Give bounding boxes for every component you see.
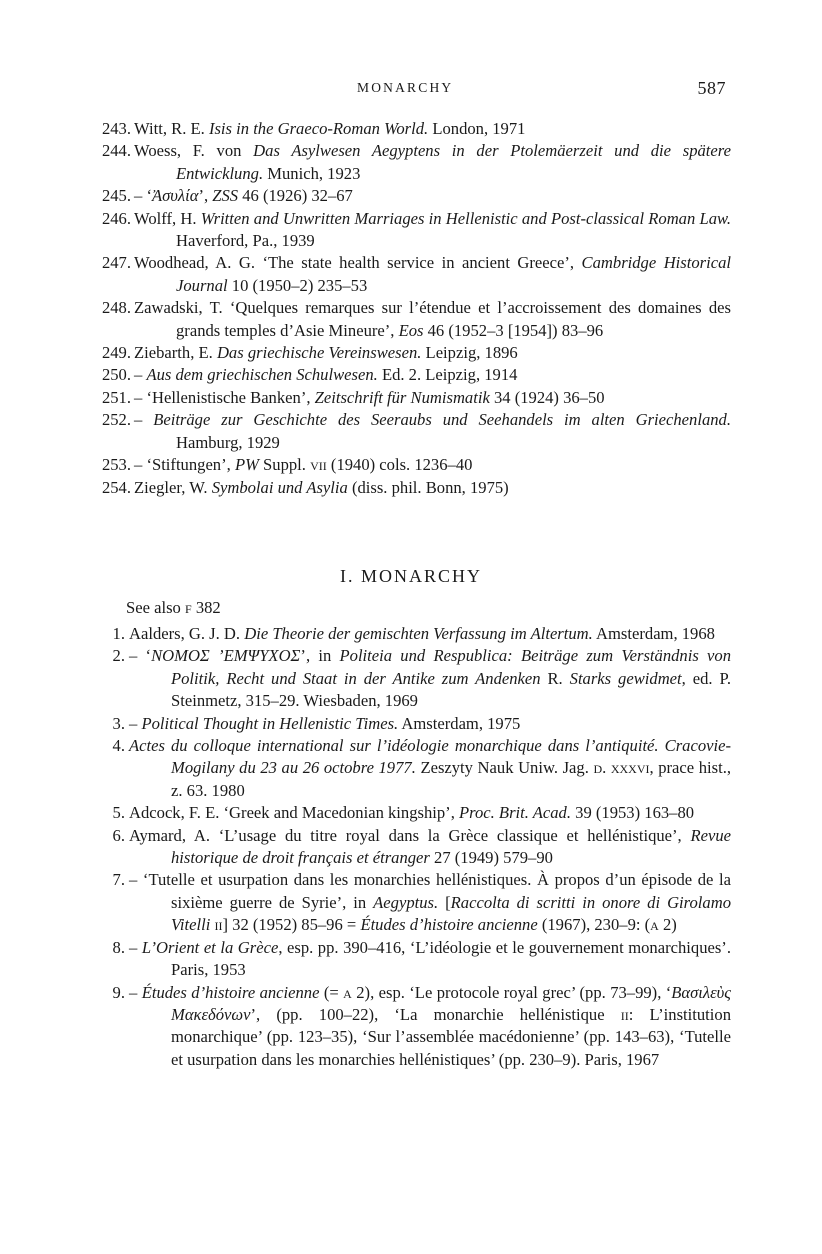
entry-text xyxy=(134,387,731,409)
bibliography-entry xyxy=(95,825,731,870)
entry-text xyxy=(134,477,731,499)
entry-text-segment: 39 (1953) 163–80 xyxy=(571,803,695,823)
entry-text xyxy=(134,342,731,364)
bibliography-entry xyxy=(95,802,731,824)
entry-title-segment: Études d’histoire ancienne xyxy=(360,915,538,935)
entry-text-segment: ’, (pp. 100–22), ‘La monarchie hellénistique xyxy=(250,1004,621,1024)
entry-text-segment: Witt, R. E. xyxy=(134,119,209,138)
entry-text-segment: Amsterdam, 1968 xyxy=(592,624,715,643)
bibliography-entry xyxy=(95,735,731,802)
bibliography-entry xyxy=(95,477,731,499)
entry-text-segment: Aymard, A. ‘L’usage du titre royal dans la Grèce classique et hellénistique’, xyxy=(129,825,691,845)
entry-text-segment: – xyxy=(134,410,154,430)
entry-title-segment: L’Orient et la Grèce xyxy=(141,937,279,957)
entry-title-segment: Revue historique de droit français et étranger xyxy=(171,825,731,868)
running-head-title: MONARCHY xyxy=(357,80,454,95)
entry-title-segment: Cambridge Historical Journal xyxy=(176,253,731,295)
entry-text-segment: Woess, F. von xyxy=(134,141,254,161)
entry-text-segment: – xyxy=(134,365,147,385)
bibliography-entry xyxy=(95,208,731,253)
entry-text xyxy=(129,623,731,645)
bibliography-entry xyxy=(95,297,731,342)
entry-number: 248. xyxy=(101,298,131,318)
entry-text xyxy=(129,802,731,824)
entry-title-segment: ZSS xyxy=(212,186,239,206)
entry-text-segment: – xyxy=(129,713,142,733)
entry-number: 4. xyxy=(112,736,125,756)
entry-text xyxy=(129,869,731,936)
entry-text-segment: 46 (1926) 32–67 xyxy=(238,186,353,206)
entry-title-segment: Aus dem griechischen Schulwesen. xyxy=(146,365,378,385)
entry-title-segment: Zeitschrift für Numismatik xyxy=(314,387,490,407)
entry-text xyxy=(129,735,731,802)
entry-text-segment: Zawadski, T. ‘Quelques remarques sur l’étendue et l’accroissement des domaines des grands temples d’Asie Mineure’, xyxy=(134,298,731,340)
entry-text xyxy=(134,454,731,476)
entry-text-segment: Zeszyty Nauk Uniw. Jag. xyxy=(415,758,594,778)
entry-title-segment: PW xyxy=(234,455,259,475)
entry-number: 249. xyxy=(101,343,131,363)
entry-text-segment: Haverford, Pa., 1939 xyxy=(176,231,315,251)
entry-title-segment: Die Theorie der gemischten Verfassung im Altertum. xyxy=(244,624,593,643)
entry-text-segment: vii xyxy=(310,455,327,475)
entry-text xyxy=(129,713,731,735)
entry-number: 253. xyxy=(101,455,131,475)
bibliography-entry xyxy=(95,252,731,297)
entry-text xyxy=(129,937,731,982)
entry-title-segment: Proc. Brit. Acad. xyxy=(459,803,571,823)
entry-text-segment: 10 (1950–2) 235–53 xyxy=(227,275,368,295)
entry-number: 9. xyxy=(112,982,125,1002)
entry-text-segment: ii xyxy=(214,915,223,935)
entry-text-segment: ’, xyxy=(198,186,213,206)
entry-text-segment: , esp. pp. 390–416, ‘L’idéologie et le gouvernement monarchiques’. Paris, 1953 xyxy=(171,937,731,980)
bibliography-entry xyxy=(95,713,731,735)
entry-title-segment: Politeia und Respublica: Beiträge zum Verständnis von Politik, Recht und Staat in der Antike zum Andenken xyxy=(171,646,731,688)
entry-text-segment: ] 32 (1952) 85–96 = xyxy=(222,915,361,935)
entry-text-segment: – ‘Hellenistische Banken’, xyxy=(134,387,315,407)
entry-title-segment: Isis in the Graeco-Roman World. xyxy=(208,119,429,138)
entry-text-segment: Leipzig, 1896 xyxy=(421,343,518,363)
entry-text xyxy=(134,208,731,253)
entry-text xyxy=(134,140,731,185)
section-heading: I. MONARCHY xyxy=(339,566,482,586)
bibliography-entry xyxy=(95,937,731,982)
entry-text xyxy=(129,825,731,870)
entry-title-segment: Ἀσυλία xyxy=(151,186,199,206)
bibliography-entry xyxy=(95,645,731,712)
entry-number: 246. xyxy=(101,208,131,228)
entry-text-segment: Ziegler, W. xyxy=(134,477,212,497)
entry-text-segment: Hamburg, 1929 xyxy=(176,432,280,452)
entry-text xyxy=(134,252,731,297)
see-also-prefix: See also xyxy=(126,598,185,617)
entry-number: 245. xyxy=(101,186,131,206)
entry-title-segment: Eos xyxy=(398,320,424,340)
entry-title-segment: Aegyptus. xyxy=(373,892,439,912)
bibliography-entry xyxy=(95,185,731,207)
entry-text-segment: Wolff, H. xyxy=(134,208,201,228)
entry-text-segment: (diss. phil. Bonn, 1975) xyxy=(347,477,509,497)
entry-text-segment: Amsterdam, 1975 xyxy=(398,713,521,733)
entry-title-segment: Starks gewidmet xyxy=(569,668,682,688)
entry-title-segment: Beiträge zur Geschichte des Seeraubs und Seehandels im alten Griechenland. xyxy=(153,410,731,430)
entry-text-segment: (= xyxy=(319,982,344,1002)
entry-title-segment: Das Asylwesen Aegyptens in der Ptolemäerzeit und die spätere Entwicklung. xyxy=(176,141,731,183)
entry-title-segment: ΝΟΜΟΣ ’ΕΜΨΥΧΟΣ xyxy=(151,646,301,666)
entry-text-segment: d. xxxvi xyxy=(593,758,650,778)
entry-text-segment: Suppl. xyxy=(258,455,311,475)
monarchy-bibliography-list xyxy=(95,623,731,1071)
entry-number: 252. xyxy=(101,410,131,430)
bibliography-list-continued xyxy=(95,118,731,499)
entry-title-segment: Raccolta di scritti in onore di Girolamo Vitelli xyxy=(171,892,731,935)
entry-title-segment: Βασιλεὺς Μακεδόνων xyxy=(171,982,731,1024)
bibliography-entry xyxy=(95,364,731,386)
entry-number: 7. xyxy=(112,870,125,890)
entry-number: 243. xyxy=(101,119,131,138)
entry-number: 6. xyxy=(112,825,125,845)
entry-text-segment: – xyxy=(129,937,142,957)
running-head xyxy=(0,78,822,102)
bibliography-entry xyxy=(95,387,731,409)
bibliography-entry xyxy=(95,454,731,476)
entry-text-segment: 27 (1949) 579–90 xyxy=(429,848,553,868)
bibliography-entry xyxy=(95,140,731,185)
entry-text-segment: – xyxy=(129,982,142,1002)
entry-text-segment: Adcock, F. E. ‘Greek and Macedonian kingship’, xyxy=(129,803,459,823)
entry-text-segment: – ‘ xyxy=(134,186,152,206)
entry-text-segment: Aalders, G. J. D. xyxy=(129,624,245,643)
bibliography-entry xyxy=(95,869,731,936)
entry-text-segment: a xyxy=(343,982,352,1002)
entry-title-segment: Actes du colloque international sur l’idéologie monarchique dans l’antiquité. Cracovie-Mogilany du 23 au 26 octobre 1977. xyxy=(129,736,731,778)
entry-text-segment: (1940) cols. 1236–40 xyxy=(326,455,473,475)
entry-text-segment: Munich, 1923 xyxy=(263,163,361,183)
entry-number: 247. xyxy=(101,253,131,273)
entry-text-segment: 2) xyxy=(658,915,677,935)
entry-text-segment: , prace hist., z. 63. 1980 xyxy=(171,758,731,800)
entry-number: 244. xyxy=(101,141,131,161)
entry-number: 250. xyxy=(101,365,131,385)
entry-text-segment: – ‘Stiftungen’, xyxy=(134,455,235,475)
entry-text-segment: Ed. 2. Leipzig, 1914 xyxy=(377,365,518,385)
bibliography-entry xyxy=(95,409,731,454)
entry-title-segment: Written and Unwritten Marriages in Hellenistic and Post-classical Roman Law. xyxy=(200,208,731,228)
entry-text-segment: ii xyxy=(620,1004,629,1024)
entry-text xyxy=(134,409,731,454)
entry-text xyxy=(129,982,731,1072)
entry-number: 1. xyxy=(112,624,125,643)
bibliography-entry xyxy=(95,118,731,140)
entry-text-segment: a xyxy=(650,915,659,935)
entry-title-segment: Das griechische Vereinswesen. xyxy=(216,343,422,363)
entry-text xyxy=(134,297,731,342)
entry-text xyxy=(134,364,731,386)
entry-text-segment: London, 1971 xyxy=(428,119,526,138)
page-number: 587 xyxy=(697,78,726,98)
bibliography-entry xyxy=(95,982,731,1072)
entry-text-segment: – ‘ xyxy=(129,646,152,666)
entry-number: 254. xyxy=(101,477,131,497)
entry-number: 2. xyxy=(112,646,125,666)
entry-number: 251. xyxy=(101,387,131,407)
entry-text-segment: (1967), 230–9: ( xyxy=(537,915,651,935)
entry-title-segment: Études d’histoire ancienne xyxy=(141,982,320,1002)
entry-text xyxy=(134,185,731,207)
see-also-section-ref: f xyxy=(185,598,192,617)
entry-number: 5. xyxy=(112,803,125,823)
entry-text-segment: 2), esp. ‘Le protocole royal grec’ (pp. 73–99), ‘ xyxy=(351,982,672,1002)
entry-text-segment: 46 (1952–3 [1954]) 83–96 xyxy=(423,320,604,340)
bibliography-entry xyxy=(95,623,731,645)
entry-text-segment: R. xyxy=(540,668,570,688)
entry-text-segment: 34 (1924) 36–50 xyxy=(489,387,605,407)
see-also-note xyxy=(126,598,221,618)
entry-title-segment: Political Thought in Hellenistic Times. xyxy=(141,713,399,733)
see-also-number: 382 xyxy=(191,598,221,617)
entry-text-segment: Ziebarth, E. xyxy=(134,343,217,363)
entry-text-segment: – ‘Tutelle et usurpation dans les monarchies hellénistiques. À propos d’un épisode de la sixième guerre de Syrie’, in xyxy=(129,870,731,912)
entry-text-segment: : L’institution monarchique’ (pp. 123–35), ‘Sur l’assemblée macédonienne’ (pp. 143–63), ‘Tutelle et usurpation dans les monarchies hellénistiques’ (pp. 230–9). Paris, 1967 xyxy=(171,1004,731,1069)
entry-number: 3. xyxy=(112,713,125,733)
bibliography-entry xyxy=(95,342,731,364)
entry-number: 8. xyxy=(112,937,125,957)
entry-title-segment: Symbolai und Asylia xyxy=(211,477,348,497)
entry-text xyxy=(129,645,731,712)
entry-text xyxy=(134,118,731,140)
entry-text-segment: , ed. P. Steinmetz, 315–29. Wiesbaden, 1969 xyxy=(171,668,732,711)
entry-text-segment: [ xyxy=(438,892,451,912)
entry-text-segment: ’, in xyxy=(300,646,340,666)
entry-text-segment: Woodhead, A. G. ‘The state health service in ancient Greece’, xyxy=(134,253,582,273)
